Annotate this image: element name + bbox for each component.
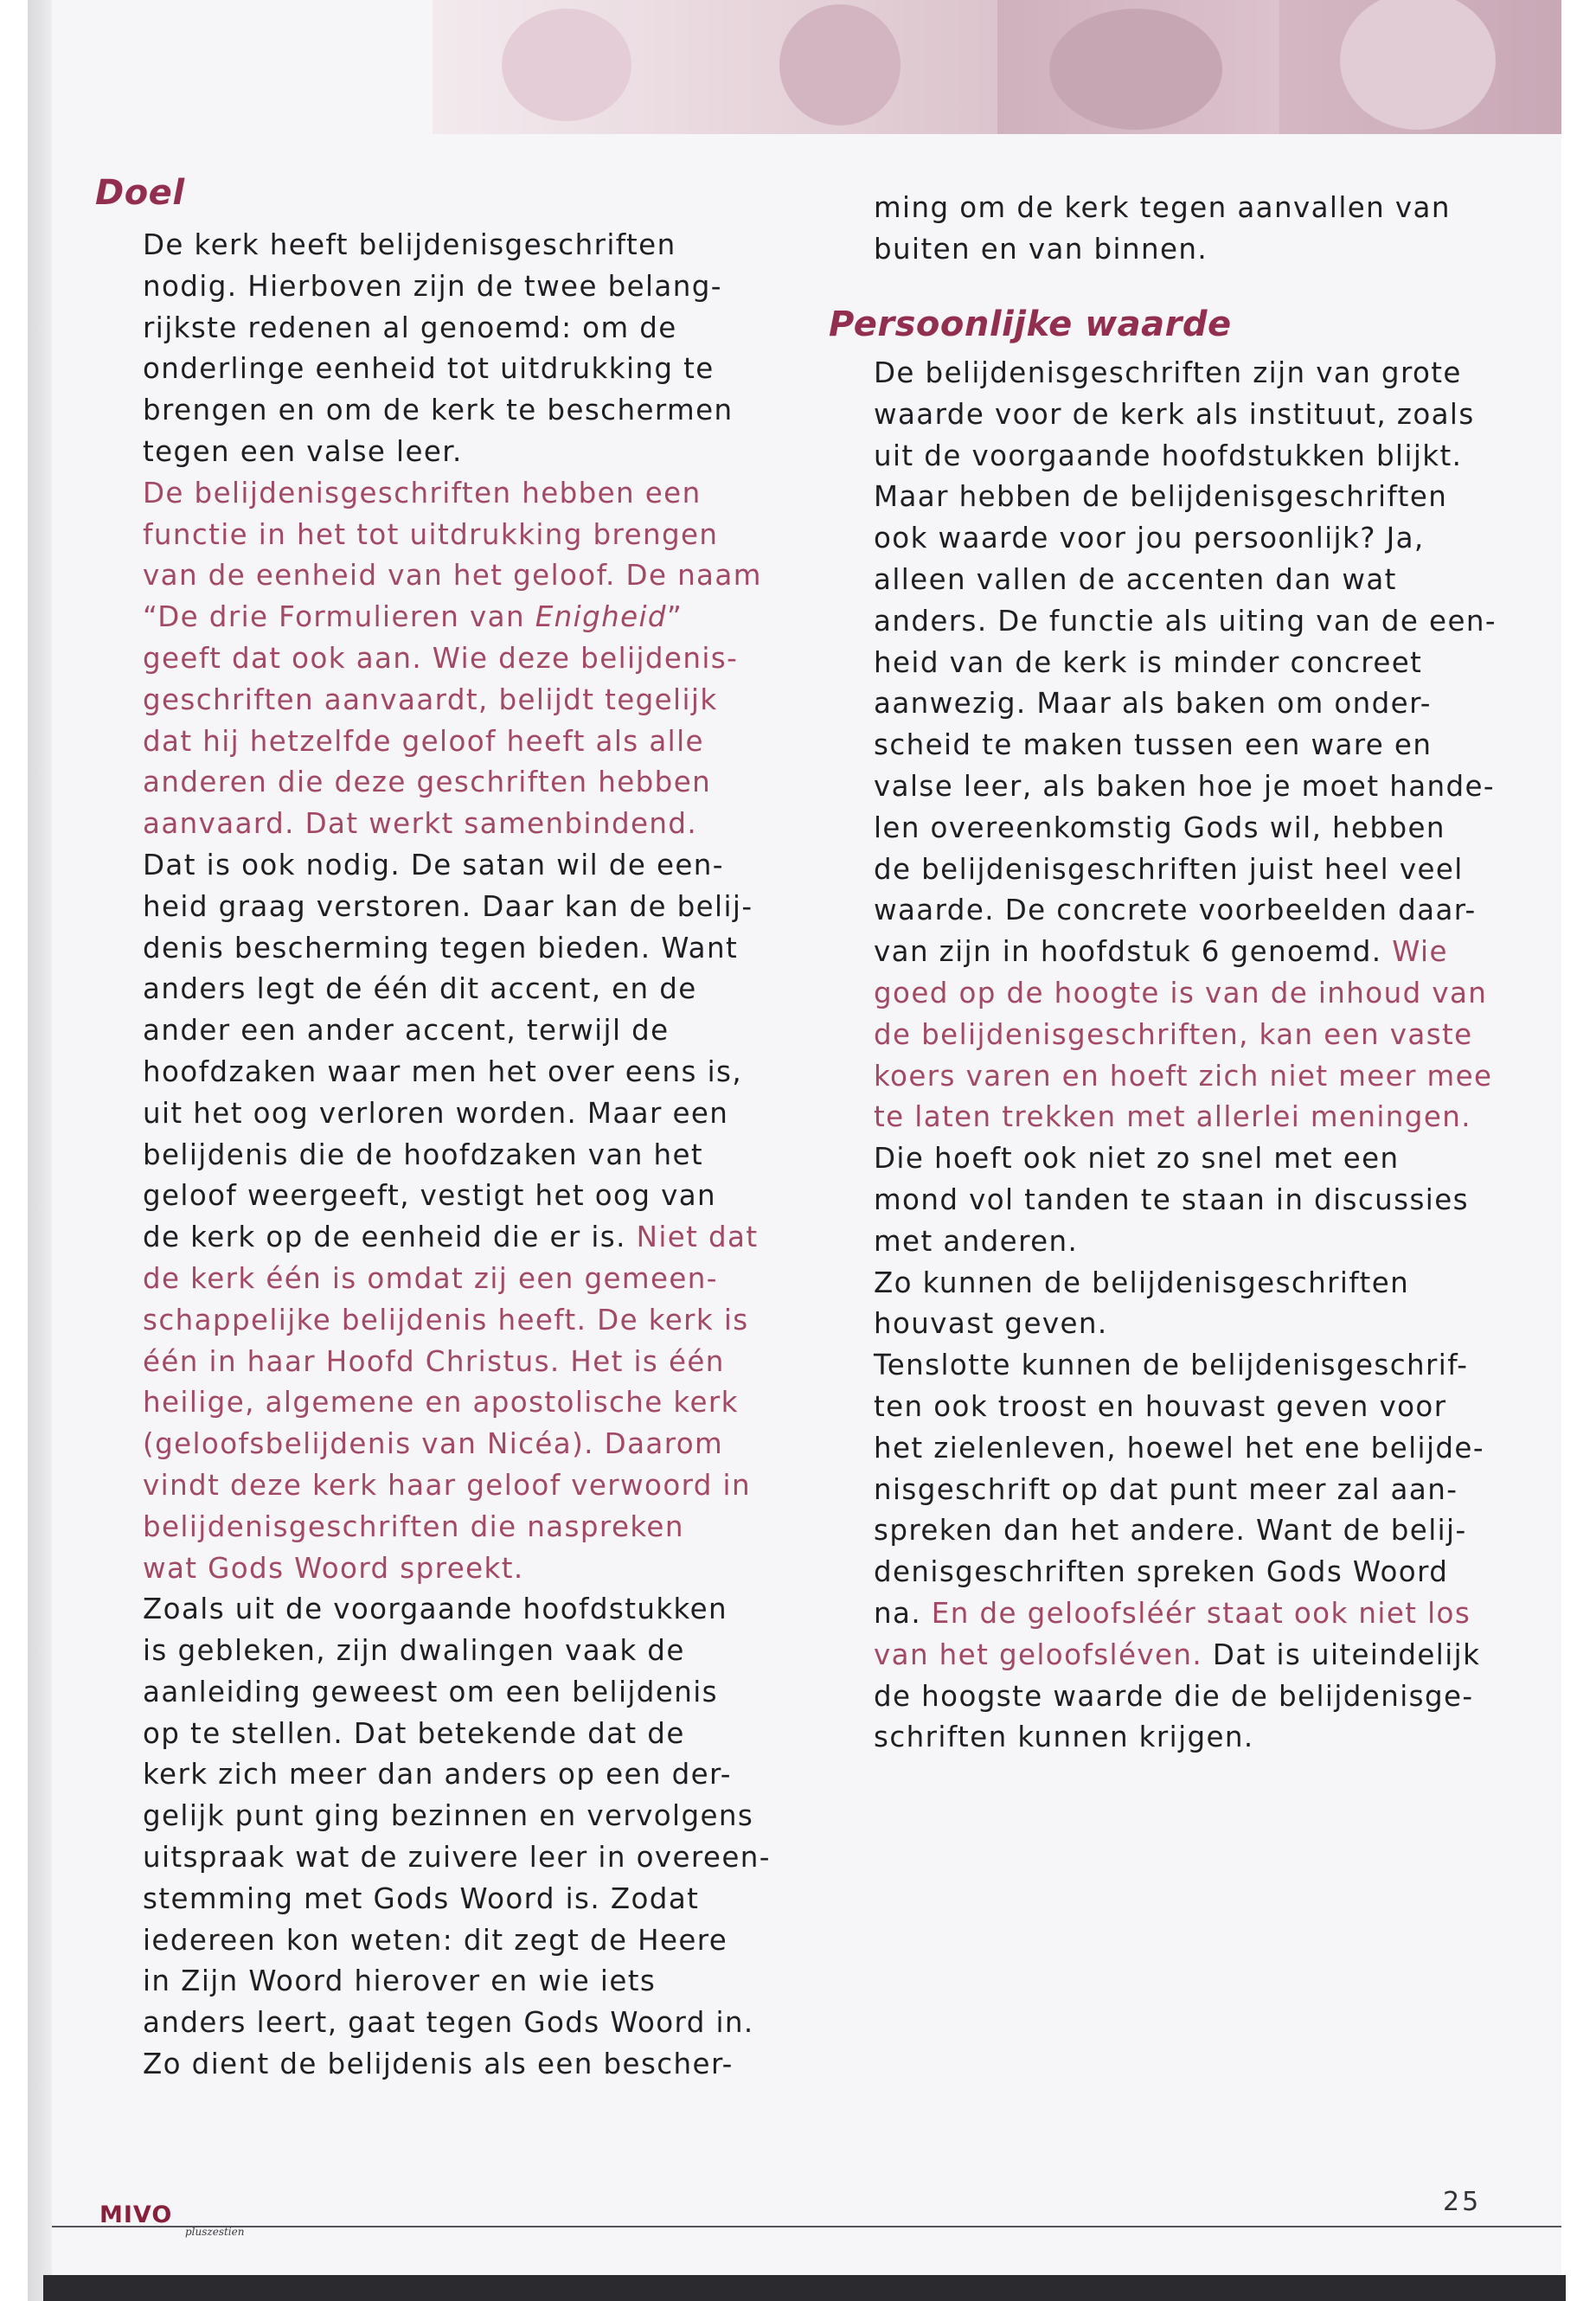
bottom-edge	[43, 2275, 1566, 2301]
page-gutter	[28, 0, 54, 2301]
logo-subtitle: pluszestien	[185, 2226, 245, 2238]
header-photo-2	[715, 0, 997, 134]
body-text: Zo kunnen de belijdenisgeschriften houvast geven.	[874, 1266, 1410, 1341]
paragraph	[874, 1345, 1514, 1759]
body-text: De belijdenisgeschriften hebben een functie in het tot uitdrukking brengen van de eenheid van het geloof. De naam “De drie Formulieren van	[143, 476, 762, 634]
right-margin	[1561, 0, 1596, 2301]
body-text: ming om de kerk tegen aanvallen van buiten en van binnen.	[874, 191, 1451, 266]
face-shape	[502, 9, 631, 121]
body-text: ” geeft dat ook aan. Wie deze belijdenis- geschriften aanvaardt, belijdt tegelijk dat hij hetzelfde geloof heeft als alle anderen die deze geschriften hebben aanvaard. Dat werkt samenbindend.	[143, 600, 739, 841]
header-photo-3	[997, 0, 1279, 134]
body-text: Dat is uiteindelijk de hoogste waarde die de belijdenisge- schriften kunnen krijgen.	[874, 1638, 1481, 1754]
face-shape	[1049, 9, 1222, 130]
face-shape	[779, 4, 901, 125]
highlighted-text: En de geloofsléér staat ook niet los van het geloofsléven.	[874, 1596, 1471, 1671]
page-number: 25	[1443, 2187, 1482, 2217]
section-heading-doel: Doel	[95, 173, 185, 213]
right-column	[874, 188, 1514, 271]
body-text: Zoals uit de voorgaande hoofdstukken is gebleken, zijn dwalingen vaak de aanleiding geweest om een belijdenis op te stellen. Dat betekende dat de kerk zich meer dan anders op een der- gelijk punt ging bezinnen en vervolgens uitspraak wat de zuivere leer in overeen- stemming met Gods Woord is. Zodat iedereen kon weten: dit zegt de Heere in Zijn Woord hierover en wie iets anders leert, gaat tegen Gods Woord in. Zo dient de belijdenis als een bescher-	[143, 1593, 771, 2081]
highlighted-text: Wie goed op de hoogte is van de inhoud van de belijdenisgeschriften, kan een vaste koers varen en hoeft zich niet meer mee te laten trekken met allerlei meningen.	[874, 935, 1493, 1134]
section-heading-persoonlijke-waarde: Persoonlijke waarde	[829, 304, 1232, 344]
highlighted-paragraph	[143, 473, 783, 845]
paragraph	[874, 353, 1514, 1263]
italic-text: Enigheid	[535, 600, 667, 634]
paragraph	[143, 845, 783, 1589]
paragraph	[874, 1263, 1514, 1346]
paragraph	[874, 188, 1514, 271]
mivo-logo: MIVO	[99, 2202, 173, 2228]
body-text: De belijdenisgeschriften zijn van grote waarde voor de kerk als instituut, zoals uit de voorgaande hoofdstukken blijkt. Maar hebben de belijdenisgeschriften ook waarde voor jou persoonlijk? Ja, alleen vallen de accenten dan wat anders. De functie als uiting van de een- heid van de kerk is minder concreet aanwezig. Maar als baken om onder- scheid te maken tussen een ware en valse leer, als baken hoe je moet hande- len overeenkomstig Gods wil, hebben de belijdenisgeschriften juist heel veel waarde. De concrete voorbeelden daar- van zijn in hoofdstuk 6 genoemd.	[874, 356, 1497, 969]
paragraph	[143, 225, 783, 473]
header-photo-4	[1279, 0, 1561, 134]
body-text: De kerk heeft belijdenisgeschriften nodig. Hierboven zijn de twee belang- rijkste redenen al genoemd: om de onderlinge eenheid tot uitdrukking te brengen en om de kerk te beschermen tegen een valse leer.	[143, 228, 734, 468]
face-shape	[1340, 0, 1496, 130]
header-photo-strip	[433, 0, 1561, 134]
right-column-continued	[874, 353, 1514, 1759]
body-text: Dat is ook nodig. De satan wil de een- heid graag verstoren. Daar kan de belij- denis bescherming tegen bieden. Want anders legt de één dit accent, en de ander een ander accent, terwijl de hoofdzaken waar men het over eens is, uit het oog verloren worden. Maar een belijdenis die de hoofdzaken van het geloof weergeeft, vestigt het oog van de kerk op de eenheid die er is.	[143, 848, 753, 1254]
paragraph	[143, 1589, 783, 2086]
footer-rule	[52, 2226, 1561, 2227]
highlighted-text: Niet dat de kerk één is omdat zij een gemeen- schappelijke belijdenis heeft. De kerk is één in haar Hoofd Christus. Het is één heilige, algemene en apostolische kerk (geloofsbelijdenis van Nicéa). Daarom vindt deze kerk haar geloof verwoord in belijdenisgeschriften die naspreken wat Gods Woord spreekt.	[143, 1221, 759, 1585]
body-text: Tenslotte kunnen de belijdenisgeschrif- ten ook troost en houvast geven voor het zielenleven, hoewel het ene belijde- nisgeschrift op dat punt meer zal aan- spreken dan het andere. Want de belij- denisgeschriften spreken Gods Woord na.	[874, 1349, 1484, 1630]
body-text: Die hoeft ook niet zo snel met een mond vol tanden te staan in discussies met anderen.	[874, 1142, 1469, 1258]
header-photo-1	[433, 0, 715, 134]
left-column	[143, 225, 783, 2086]
